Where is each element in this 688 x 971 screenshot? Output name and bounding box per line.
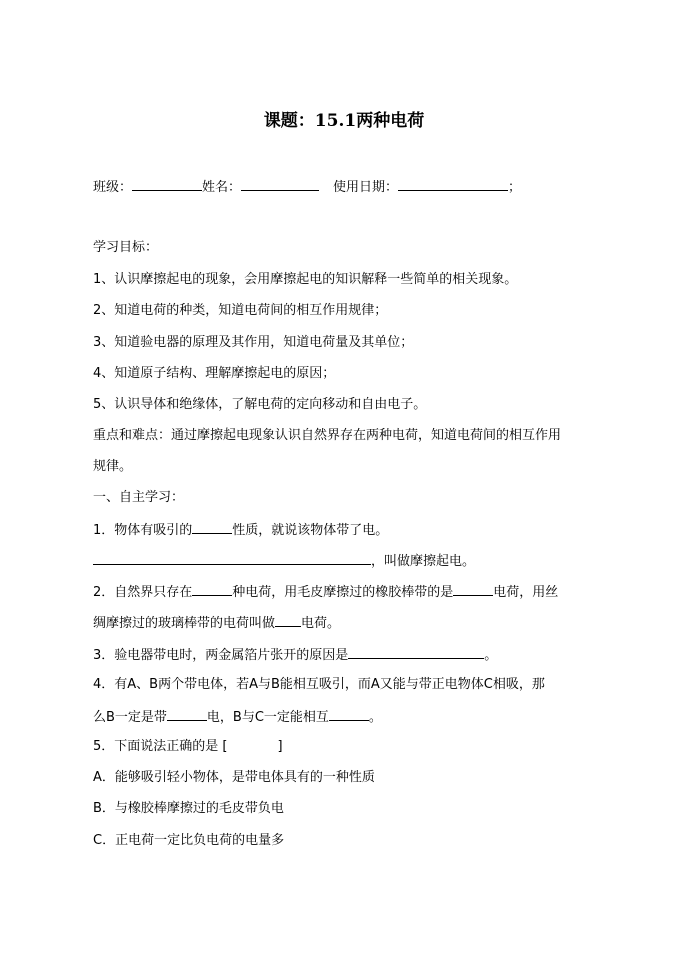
- answer-blank[interactable]: [93, 552, 371, 565]
- question-2b: 绸摩擦过的玻璃棒带的电荷叫做 电荷。: [93, 616, 341, 631]
- answer-blank[interactable]: [453, 583, 493, 596]
- class-label: 班级：: [93, 180, 133, 195]
- name-label: 姓名：: [202, 180, 242, 195]
- answer-blank[interactable]: [275, 614, 301, 627]
- objective-item: 4、知道原子结构、理解摩擦起电的原因；: [93, 366, 336, 381]
- info-end: ；: [508, 180, 522, 195]
- objective-item: 2、知道电荷的种类，知道电荷间的相互作用规律；: [93, 303, 388, 318]
- question-4b: 么B一定是带 电，B与C一定能相互 。: [93, 710, 382, 725]
- date-label: 使用日期：: [333, 180, 399, 195]
- question-1b: ，叫做摩擦起电。: [93, 552, 613, 570]
- page-title: 课题：15.1两种电荷: [263, 111, 425, 131]
- option-item: B．与橡胶棒摩擦过的毛皮带负电: [93, 801, 284, 816]
- answer-blank[interactable]: [329, 708, 369, 721]
- section-heading: 一、自主学习：: [93, 490, 185, 505]
- question-1: 1．物体有吸引的 性质，就说该物体带了电。: [93, 523, 389, 538]
- option-item: C．正电荷一定比负电荷的电量多: [93, 833, 285, 848]
- answer-blank[interactable]: [348, 646, 484, 659]
- option-item: A．能够吸引轻小物体，是带电体具有的一种性质: [93, 770, 375, 785]
- info-line: [93, 178, 613, 196]
- objective-item: 5、认识导体和绝缘体，了解电荷的定向移动和自由电子。: [93, 397, 427, 412]
- class-blank[interactable]: [132, 178, 202, 191]
- answer-blank[interactable]: [192, 521, 232, 534]
- objective-item: 3、知道验电器的原理及其作用，知道电荷量及其单位；: [93, 335, 414, 350]
- key-points-line: 重点和难点：通过摩擦起电现象认识自然界存在两种电荷，知道电荷间的相互作用: [93, 428, 562, 443]
- question-5: 5．下面说法正确的是 [ ]: [93, 739, 283, 754]
- name-blank[interactable]: [241, 178, 319, 191]
- answer-blank[interactable]: [192, 583, 232, 596]
- objective-item: 1、认识摩擦起电的现象，会用摩擦起电的知识解释一些简单的相关现象。: [93, 272, 518, 287]
- key-points-line: 规律。: [93, 459, 133, 474]
- question-2: 2．自然界只存在 种电荷，用毛皮摩擦过的橡胶棒带的是 电荷，用丝: [93, 585, 559, 600]
- date-blank[interactable]: [398, 178, 508, 191]
- objectives-heading: 学习目标：: [93, 240, 159, 255]
- question-3: 3．验电器带电时，两金属箔片张开的原因是 。: [93, 648, 498, 663]
- answer-blank[interactable]: [167, 708, 207, 721]
- question-4: 4．有A、B两个带电体，若A与B能相互吸引，而A又能与带正电物体C相吸，那: [93, 677, 545, 692]
